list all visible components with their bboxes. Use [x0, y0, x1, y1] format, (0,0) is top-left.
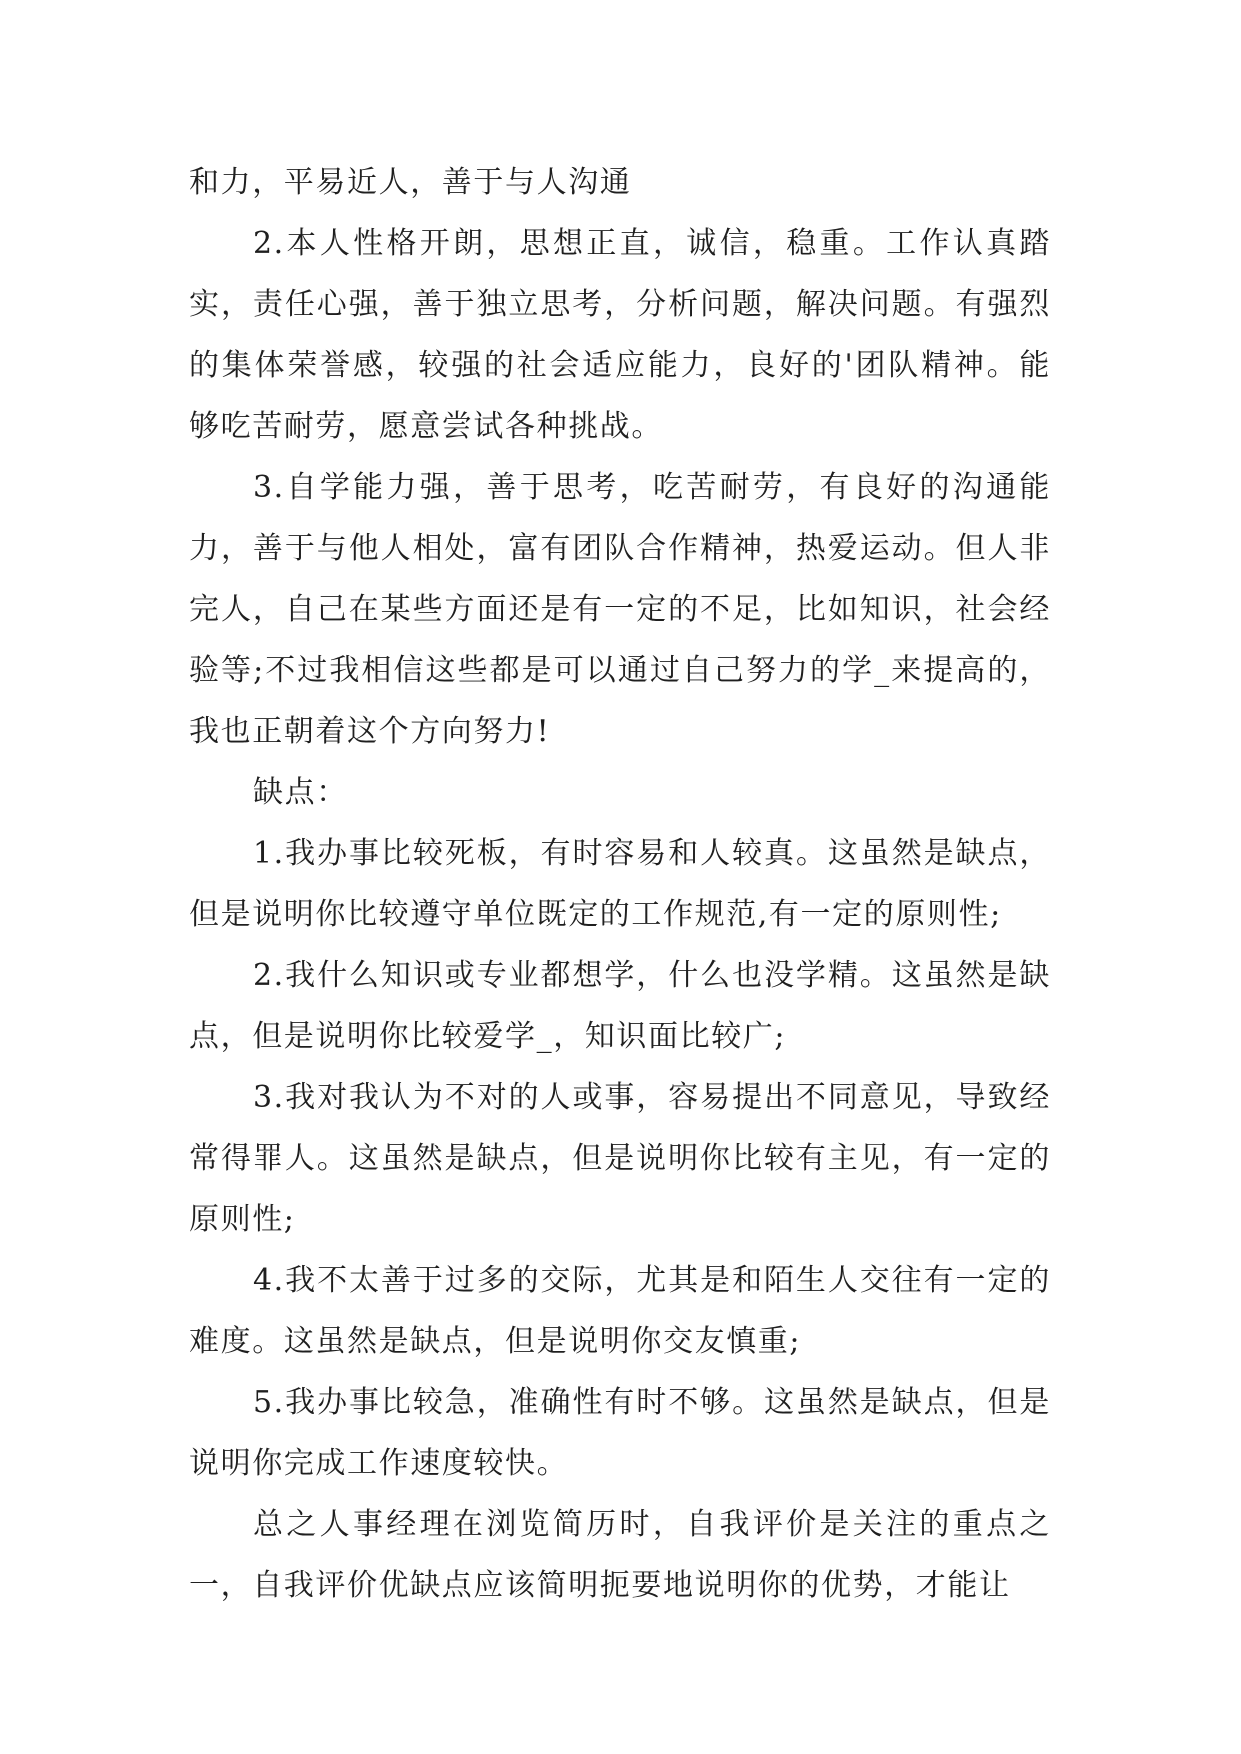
document-body [189, 152, 1051, 1616]
paragraph-continuation: 和力，平易近人，善于与人沟通 [189, 165, 632, 200]
heading-weaknesses: 缺点： [253, 775, 348, 810]
paragraph-weakness-2: 2.我什么知识或专业都想学，什么也没学精。这虽然是缺点，但是说明你比较爱学_，知识面比较广; [189, 958, 1051, 1054]
paragraph-weakness-4: 4.我不太善于过多的交际，尤其是和陌生人交往有一定的难度。这虽然是缺点，但是说明你交友慎重; [189, 1263, 1051, 1359]
paragraph-weakness-5: 5.我办事比较急，准确性有时不够。这虽然是缺点，但是说明你完成工作速度较快。 [189, 1385, 1051, 1481]
paragraph-summary: 总之人事经理在浏览简历时，自我评价是关注的重点之一，自我评价优缺点应该简明扼要地说明你的优势，才能让 [189, 1507, 1051, 1603]
paragraph-strength-3: 3.自学能力强，善于思考，吃苦耐劳，有良好的沟通能力，善于与他人相处，富有团队合作精神，热爱运动。但人非完人，自己在某些方面还是有一定的不足，比如知识，社会经验等;不过我相信这些都是可以通过自己努力的学_来提高的，我也正朝着这个方向努力! [189, 470, 1051, 749]
paragraph-weakness-3: 3.我对我认为不对的人或事，容易提出不同意见，导致经常得罪人。这虽然是缺点，但是说明你比较有主见，有一定的原则性; [189, 1080, 1051, 1237]
paragraph-strength-2: 2.本人性格开朗，思想正直，诚信，稳重。工作认真踏实，责任心强，善于独立思考，分析问题，解决问题。有强烈的集体荣誉感，较强的社会适应能力，良好的'团队精神。能够吃苦耐劳，愿意尝试各种挑战。 [189, 226, 1051, 444]
paragraph-weakness-1: 1.我办事比较死板，有时容易和人较真。这虽然是缺点，但是说明你比较遵守单位既定的工作规范,有一定的原则性; [189, 836, 1051, 932]
